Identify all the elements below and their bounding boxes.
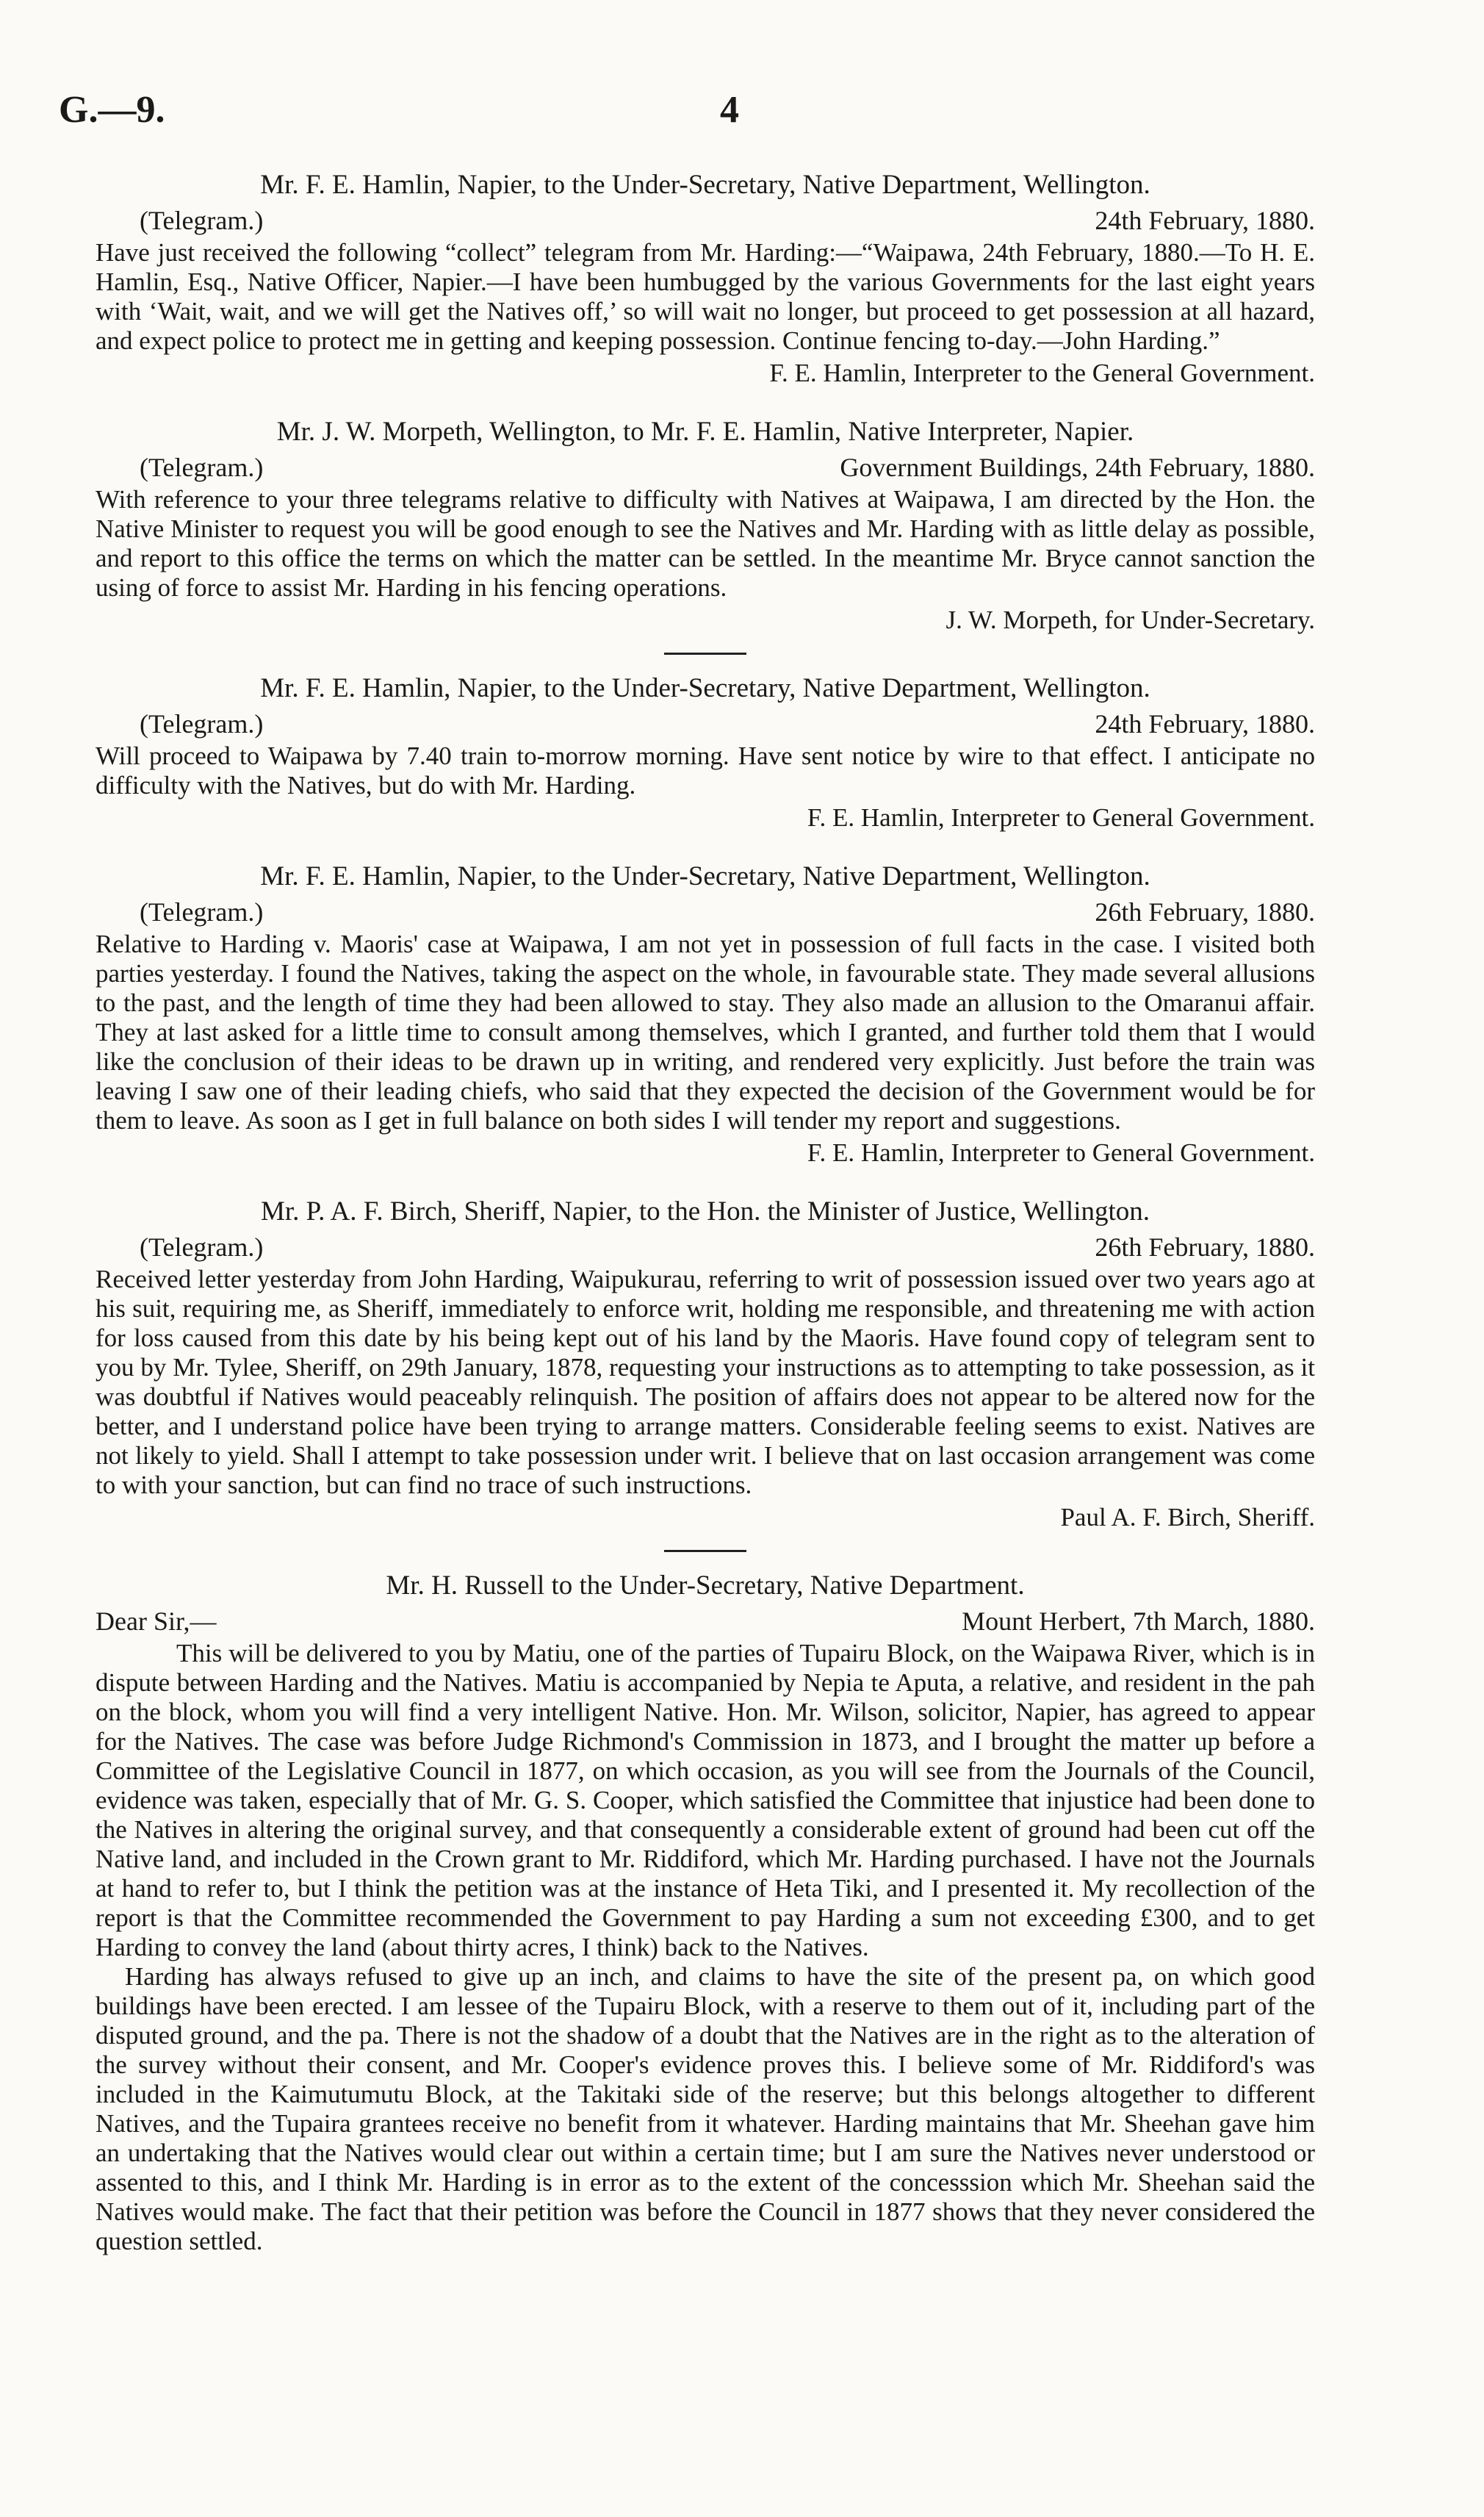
letter-item bbox=[96, 414, 1315, 636]
letter-date: Mount Herbert, 7th March, 1880. bbox=[962, 1606, 1315, 1636]
letter-text bbox=[96, 930, 1315, 1135]
letter-date: 26th February, 1880. bbox=[1095, 897, 1315, 927]
letter-heading: Mr. F. E. Hamlin, Napier, to the Under-Secretary, Native Department, Wellington. bbox=[260, 673, 1150, 703]
letter-signature: F. E. Hamlin, Interpreter to General Government. bbox=[807, 1138, 1315, 1167]
letter-signature: J. W. Morpeth, for Under-Secretary. bbox=[945, 606, 1315, 634]
letter-meta bbox=[96, 894, 1315, 930]
letter-heading: Mr. J. W. Morpeth, Wellington, to Mr. F. E. Hamlin, Native Interpreter, Napier. bbox=[276, 417, 1134, 447]
letter-text bbox=[96, 1639, 1315, 2256]
letter-paragraph: Received letter yesterday from John Harding, Waipukurau, referring to writ of possession issued over two years ago at his suit, requiring me, as Sheriff, immediately to enforce writ, holding me responsible, and threatening me with action for loss caused from this date by his being kept out of his land by the Maoris. Have found copy of telegram sent to you by Mr. Tylee, Sheriff, on 29th January, 1878, requesting your instructions as to attempting to take possession, as it was doubtful if Natives would peaceably relinquish. The position of affairs does not appear to be altered now for the better, and I understand police have been trying to arrange matters. Considerable feeling seems to exist. Natives are not likely to yield. Shall I attempt to take possession under writ. I believe that on last occasion arrangement was come to with your sanction, but can find no trace of such instructions. bbox=[96, 1265, 1315, 1499]
letter-meta bbox=[96, 450, 1315, 485]
letter-date: Government Buildings, 24th February, 1880. bbox=[840, 453, 1315, 482]
letter-type-label: (Telegram.) bbox=[140, 1232, 264, 1262]
letter-type-label: (Telegram.) bbox=[140, 453, 264, 482]
section-divider bbox=[664, 653, 746, 655]
page-header bbox=[59, 88, 1425, 140]
letter-paragraph: Will proceed to Waipawa by 7.40 train to-morrow morning. Have sent notice by wire to that effect. I anticipate no difficulty with the Natives, but do with Mr. Harding. bbox=[96, 742, 1315, 800]
letter-paragraph: Have just received the following “collect” telegram from Mr. Harding:—“Waipawa, 24th February, 1880.—To H. E. Hamlin, Esq., Native Officer, Napier.—I have been humbugged by the various Governments for the last eight years with ‘Wait, wait, and we will get the Natives off,’ so will wait no longer, but proceed to get possession at all hazard, and expect police to protect me in getting and keeping possession. Continue fencing to-day.—John Harding.” bbox=[96, 238, 1315, 355]
letter-paragraph: With reference to your three telegrams relative to difficulty with Natives at Waipawa, I am directed by the Hon. the Native Minister to request you will be good enough to see the Natives and Mr. Harding with as little delay as possible, and report to this office the terms on which the matter can be settled. In the meantime Mr. Bryce cannot sanction the using of force to assist Mr. Harding in his fencing operations. bbox=[96, 485, 1315, 602]
letter-text bbox=[96, 238, 1315, 356]
document-body bbox=[96, 168, 1315, 2256]
letter-heading: Mr. P. A. F. Birch, Sheriff, Napier, to the Hon. the Minister of Justice, Wellington. bbox=[260, 1196, 1150, 1227]
letter-heading: Mr. F. E. Hamlin, Napier, to the Under-Secretary, Native Department, Wellington. bbox=[260, 170, 1150, 200]
spacer bbox=[96, 834, 1315, 859]
document-reference: G.—9. bbox=[59, 89, 165, 131]
letter-date: 24th February, 1880. bbox=[1095, 206, 1315, 235]
letter-date: 24th February, 1880. bbox=[1095, 709, 1315, 739]
letter-paragraph: Harding has always refused to give up an inch, and claims to have the site of the present pa, on which good buildings have been erected. I am lessee of the Tupairu Block, with a reserve to them out of it, including part of the disputed ground, and the pa. There is not the shadow of a doubt that the Natives are in the right as to the alteration of the survey without their consent, and Mr. Cooper's evidence proves this. I believe some of Mr. Riddiford's was included in the Kaimutumutu Block, at the Takitaki side of the reserve; but this belongs altogether to different Natives, and the Tupaira grantees receive no benefit from it whatever. Harding maintains that Mr. Sheehan gave him an undertaking that the Natives would clear out within a certain time; but I am sure the Natives never understood or assented to this, and I think Mr. Harding is in error as to the extent of the concesssion which Mr. Sheehan said the Natives would make. The fact that their petition was before the Council in 1877 shows that they never considered the question settled. bbox=[96, 1962, 1315, 2255]
page-number: 4 bbox=[720, 89, 739, 131]
letter-heading: Mr. F. E. Hamlin, Napier, to the Under-Secretary, Native Department, Wellington. bbox=[260, 861, 1150, 891]
letter-date: 26th February, 1880. bbox=[1095, 1232, 1315, 1262]
letter-salutation: Dear Sir,— bbox=[96, 1606, 217, 1636]
letter-meta bbox=[96, 203, 1315, 238]
letter-type-label: (Telegram.) bbox=[140, 206, 264, 235]
letter-text bbox=[96, 1265, 1315, 1500]
letter-meta bbox=[96, 1229, 1315, 1265]
letter-type-label: (Telegram.) bbox=[140, 897, 264, 927]
letter-meta bbox=[96, 706, 1315, 742]
spacer bbox=[96, 389, 1315, 414]
letter-signature: Paul A. F. Birch, Sheriff. bbox=[1060, 1503, 1315, 1532]
section-divider bbox=[664, 1550, 746, 1552]
letter-item bbox=[96, 1568, 1315, 2256]
letter-meta bbox=[96, 1604, 1315, 1639]
letter-paragraph: This will be delivered to you by Matiu, one of the parties of Tupairu Block, on the Waipawa River, which is in dispute between Harding and the Natives. Matiu is accompanied by Nepia te Aputa, a relative, and resident in the pah on the block, whom you will find a very intelligent Native. Hon. Mr. Wilson, solicitor, Napier, has agreed to appear for the Natives. The case was before Judge Richmond's Commission in 1873, and I brought the matter up before a Committee of the Legislative Council in 1877, on which occasion, as you will see from the Journals of the Council, evidence was taken, especially that of Mr. G. S. Cooper, which satisfied the Committee that injustice had been done to the Natives in altering the original survey, and that consequently a considerable extent of ground had been cut off the Native land, and included in the Crown grant to Mr. Riddiford, which Mr. Harding purchased. I have not the Journals at hand to refer to, but I think the petition was at the instance of Heta Tiki, and I presented it. My recollection of the report is that the Committee recommended the Government to pay Harding a sum not exceeding £300, and to get Harding to convey the land (about thirty acres, I think) back to the Natives. bbox=[96, 1639, 1315, 1961]
letter-item bbox=[96, 1194, 1315, 1534]
letter-heading: Mr. H. Russell to the Under-Secretary, Native Department. bbox=[386, 1570, 1025, 1601]
letter-paragraph: Relative to Harding v. Maoris' case at Waipawa, I am not yet in possession of full facts in the case. I visited both parties yesterday. I found the Natives, taking the aspect on the whole, in favourable state. They made several allusions to the past, and the length of time they had been allowed to stay. They also made an allusion to the Omaranui affair. They at last asked for a little time to consult among themselves, which I granted, and further told them that I would like the conclusion of their ideas to be drawn up in writing, and rendered very explicitly. Just before the train was leaving I saw one of their leading chiefs, who said that they expected the decision of the Government would be for them to leave. As soon as I get in full balance on both sides I will tender my report and suggestions. bbox=[96, 930, 1315, 1135]
letter-signature: F. E. Hamlin, Interpreter to General Government. bbox=[807, 803, 1315, 832]
letter-item bbox=[96, 859, 1315, 1169]
letter-item bbox=[96, 671, 1315, 834]
spacer bbox=[96, 1169, 1315, 1194]
letter-text bbox=[96, 742, 1315, 800]
letter-signature: F. E. Hamlin, Interpreter to the General Government. bbox=[769, 359, 1315, 387]
letter-type-label: (Telegram.) bbox=[140, 709, 264, 739]
letter-item bbox=[96, 168, 1315, 389]
letter-text bbox=[96, 485, 1315, 603]
